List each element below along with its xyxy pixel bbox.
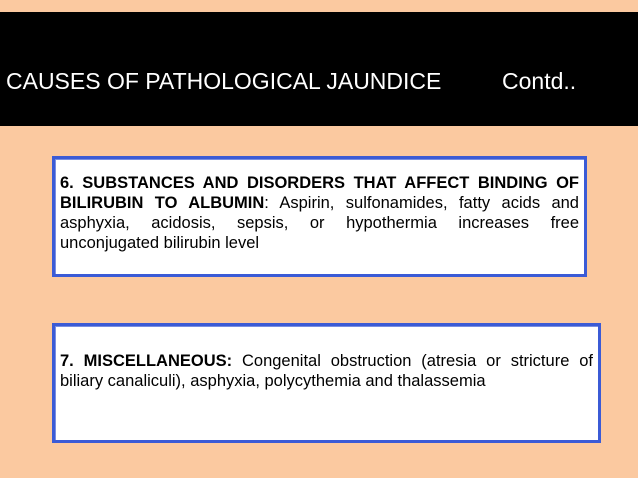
content-box-7-body: Congenital obstruction (atresia or stricture of biliary canaliculi), asphyxia, polycythemia and thalassemia <box>60 352 593 390</box>
content-box-6 <box>52 156 587 277</box>
slide-contd-label: Contd.. <box>502 68 577 94</box>
content-box-7 <box>52 323 601 443</box>
slide-title: CAUSES OF PATHOLOGICAL JAUNDICE <box>6 68 442 94</box>
content-box-6-heading: 6. SUBSTANCES AND DISORDERS THAT AFFECT BINDING OF BILIRUBIN TO ALBUMIN <box>60 174 579 212</box>
content-box-7-heading: 7. MISCELLANEOUS: <box>60 352 233 370</box>
content-box-6-body: : Aspirin, sulfonamides, fatty acids and asphyxia, acidosis, sepsis, or hypothermia increases free unconjugated bilirubin level <box>60 194 579 252</box>
content-box-6-text <box>60 173 579 253</box>
title-bar <box>0 12 638 126</box>
content-box-7-text <box>60 351 593 391</box>
